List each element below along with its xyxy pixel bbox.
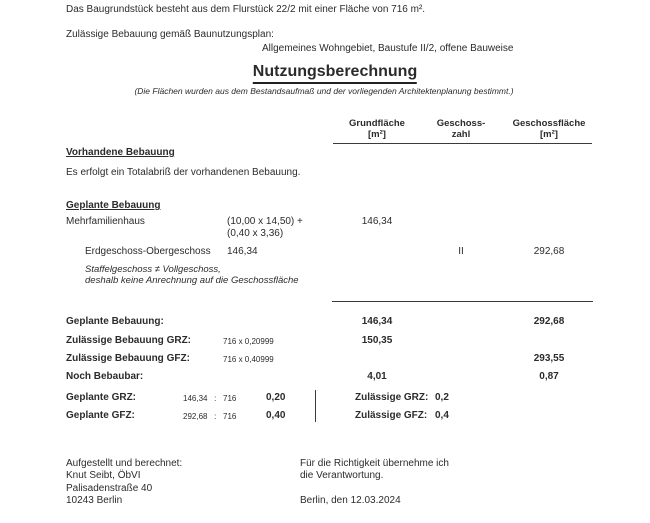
summary-row-label: Zulässige Bebauung GFZ: <box>66 353 190 364</box>
row-erdgeschoss-label: Erdgeschoss-Obergeschoss <box>85 246 211 257</box>
row-erdgeschoss-value: 146,34 <box>227 246 258 257</box>
column-header-geschossflaeche <box>509 118 589 140</box>
summary-row-label: Geplante Bebauung: <box>66 316 164 327</box>
column-header-geschosszahl-line1: Geschoss- <box>436 118 486 129</box>
footer-author-city: 10243 Berlin <box>66 495 123 506</box>
summary-row-label: Noch Bebaubar: <box>66 371 144 382</box>
summary-row-grundflaeche: 150,35 <box>361 335 393 346</box>
staffelgeschoss-note-line1: Staffelgeschoss ≠ Vollgeschoss, <box>85 264 221 275</box>
column-header-grundflaeche-line1: Grundfläche <box>349 118 405 129</box>
table-header-rule <box>333 143 592 144</box>
footer-statement-line2: die Verantwortung. <box>300 470 384 481</box>
row-erdgeschoss-geschosszahl: II <box>458 246 464 257</box>
page-subtitle: (Die Flächen wurden aus dem Bestandsaufmaß und der vorliegenden Architektenplanung bestimmt.) <box>134 86 514 96</box>
row-mehrfamilienhaus-label: Mehrfamilienhaus <box>66 216 145 227</box>
ratio-geplante-gfz-label: Geplante GFZ: <box>66 410 135 421</box>
summary-row-calc: 716 x 0,40999 <box>223 355 274 364</box>
vorhandene-body: Es erfolgt ein Totalabriß der vorhandenen Bebauung. <box>66 167 301 178</box>
ratio-zulaessige-grz-value: 0,2 <box>435 392 449 403</box>
summary-row-geschossflaeche: 292,68 <box>533 316 565 327</box>
ratio-zulaessige-grz-label: Zulässige GRZ: <box>355 392 429 403</box>
summary-rule <box>332 301 593 302</box>
intro-line-2: Zulässige Bebauung gemäß Baunutzungsplan: <box>66 29 274 40</box>
ratio-geplante-gfz-calc: 292,68 : 716 <box>183 412 237 421</box>
ratio-geplante-grz-label: Geplante GRZ: <box>66 392 137 403</box>
column-header-geschosszahl <box>421 118 501 140</box>
page-title: Nutzungsberechnung <box>253 63 417 84</box>
row-mehrfamilienhaus-grundflaeche: 146,34 <box>361 216 393 227</box>
summary-row-geschossflaeche: 0,87 <box>539 371 559 382</box>
footer-author-name: Knut Seibt, ÖbVI <box>66 470 141 481</box>
row-erdgeschoss-geschossflaeche: 292,68 <box>533 246 565 257</box>
column-header-grundflaeche <box>337 118 417 140</box>
ratio-geplante-grz-value: 0,20 <box>266 392 286 403</box>
row-mehrfamilienhaus-formula2: (0,40 x 3,36) <box>227 228 284 239</box>
summary-row-label: Zulässige Bebauung GRZ: <box>66 335 192 346</box>
footer-author-street: Palisadenstraße 40 <box>66 483 153 494</box>
ratio-zulaessige-gfz-value: 0,4 <box>435 410 449 421</box>
footer-prepared-by-label: Aufgestellt und berechnet: <box>66 458 183 469</box>
column-header-geschosszahl-line2: zahl <box>451 129 471 140</box>
staffelgeschoss-note-line2: deshalb keine Anrechnung auf die Geschossfläche <box>85 275 299 286</box>
ratio-geplante-grz-calc: 146,34 : 716 <box>183 394 237 403</box>
footer-place-date: Berlin, den 12.03.2024 <box>300 495 401 506</box>
section-heading-geplante: Geplante Bebauung <box>66 200 161 211</box>
ratio-geplante-gfz-value: 0,40 <box>266 410 286 421</box>
summary-row-grundflaeche: 146,34 <box>361 316 393 327</box>
ratio-zulaessige-gfz-label: Zulässige GFZ: <box>355 410 428 421</box>
summary-row-calc: 716 x 0,20999 <box>223 337 274 346</box>
summary-row-geschossflaeche: 293,55 <box>533 353 565 364</box>
section-heading-vorhandene: Vorhandene Bebauung <box>66 147 175 158</box>
ratio-divider-rule <box>315 390 316 422</box>
intro-line-1: Das Baugrundstück besteht aus dem Flurstück 22/2 mit einer Fläche von 716 m². <box>66 4 426 15</box>
column-header-geschossflaeche-line1: Geschossfläche <box>512 118 586 129</box>
footer-statement-line1: Für die Richtigkeit übernehme ich <box>300 458 449 469</box>
column-header-grundflaeche-line2: [m²] <box>368 129 386 140</box>
row-mehrfamilienhaus-formula1: (10,00 x 14,50) + <box>227 216 303 227</box>
summary-row-grundflaeche: 4,01 <box>367 371 387 382</box>
intro-line-3: Allgemeines Wohngebiet, Baustufe II/2, offene Bauweise <box>262 43 514 54</box>
column-header-geschossflaeche-line2: [m²] <box>540 129 558 140</box>
